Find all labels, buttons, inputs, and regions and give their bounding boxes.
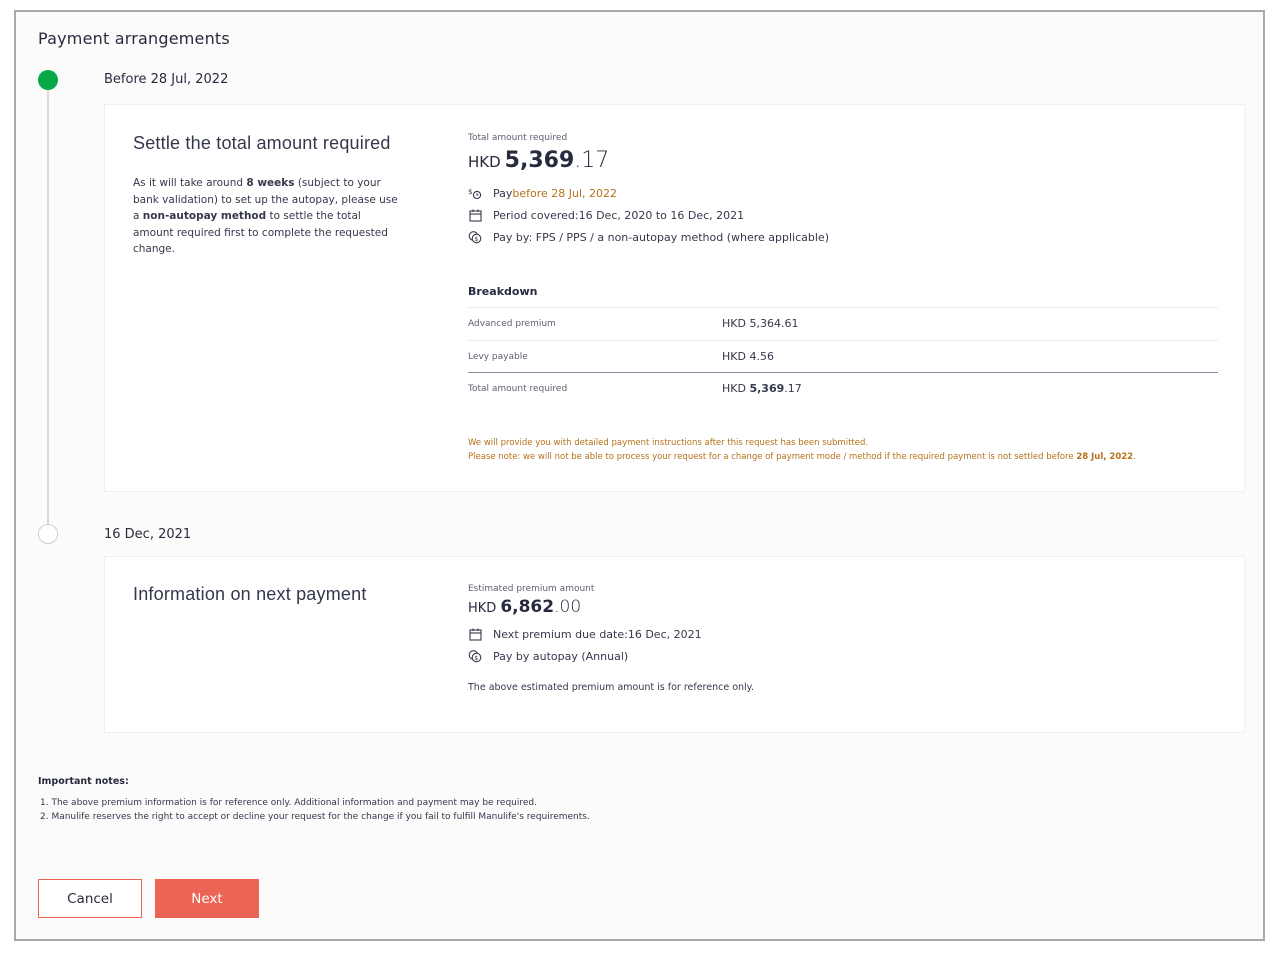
reference-note: The above estimated premium amount is for reference only. (468, 682, 754, 693)
breakdown-value: HKD 4.56 (722, 350, 774, 363)
breakdown-value: HKD 5,364.61 (722, 317, 799, 330)
breakdown-title: Breakdown (468, 285, 538, 298)
autopay-line (468, 645, 754, 667)
next-payment-card (104, 556, 1245, 733)
note-item: 1. The above premium information is for reference only. Additional information and payment may be required. (40, 798, 537, 808)
breakdown-row (468, 307, 1218, 339)
total-amount-label: Total amount required (468, 133, 568, 143)
estimated-amount-value (468, 597, 754, 617)
warning-line-1: We will provide you with detailed payment instructions after this request has been submitted. (468, 438, 869, 448)
important-notes-list (40, 796, 590, 824)
coins-icon (468, 649, 482, 663)
warning-line-2: Please note: we will not be able to process your request for a change of payment mode / method if the required payment is not settled before 28 Jul, 2022. (468, 452, 1136, 462)
breakdown-label: Advanced premium (468, 318, 556, 329)
cancel-button[interactable]: Cancel (38, 879, 142, 918)
timeline-dot-inactive (38, 524, 58, 544)
autopay-text: Pay by autopay (Annual) (493, 649, 629, 663)
breakdown-total-value: HKD 5,369.17 (722, 382, 802, 395)
calendar-icon (468, 208, 482, 222)
pay-before-date: before 28 Jul, 2022 (512, 186, 618, 200)
next-payment-heading: Information on next payment (133, 584, 367, 604)
page-title: Payment arrangements (38, 29, 230, 48)
pay-by-text: Pay by: FPS / PPS / a non-autopay method (where applicable) (493, 230, 829, 244)
settle-total-heading: Settle the total amount required (133, 133, 391, 153)
total-amount-section (468, 133, 829, 248)
payment-warning (468, 436, 1136, 464)
breakdown-section (468, 285, 802, 395)
timeline-dot-active (38, 70, 58, 90)
step2-date: 16 Dec, 2021 (104, 527, 192, 542)
amount-decimal: .17 (574, 148, 610, 173)
svg-text:$: $ (468, 188, 473, 196)
next-due-date-line (468, 623, 754, 645)
settle-total-card (104, 104, 1245, 492)
calendar-icon (468, 627, 482, 641)
coins-icon (468, 230, 482, 244)
estimated-amount-label: Estimated premium amount (468, 584, 595, 594)
svg-text:$: $ (474, 655, 479, 662)
breakdown-total-label: Total amount required (468, 383, 568, 394)
estimated-amount-section (468, 584, 754, 693)
amount-integer: 5,369 (504, 148, 575, 173)
period-covered-prefix: Period covered: (493, 208, 579, 222)
currency: HKD (468, 601, 497, 616)
clock-pay-icon (468, 186, 482, 200)
breakdown-total-row (468, 372, 1218, 404)
timeline-line (47, 90, 49, 526)
important-notes-title: Important notes: (38, 776, 129, 787)
period-covered-value: 16 Dec, 2020 to 16 Dec, 2021 (578, 208, 745, 222)
next-due-value: 16 Dec, 2021 (627, 627, 702, 641)
svg-text:$: $ (474, 236, 479, 243)
next-button[interactable]: Next (155, 879, 259, 918)
step1-date: Before 28 Jul, 2022 (104, 72, 229, 87)
pay-before-line (468, 182, 829, 204)
pay-by-line (468, 226, 829, 248)
next-due-prefix: Next premium due date: (493, 627, 628, 641)
breakdown-label: Levy payable (468, 351, 528, 362)
period-covered-line (468, 204, 829, 226)
currency: HKD (468, 153, 501, 171)
amount-integer: 6,862 (500, 597, 555, 617)
breakdown-row (468, 340, 1218, 372)
total-amount-value (468, 148, 829, 173)
pay-before-prefix: Pay (493, 186, 513, 200)
amount-decimal: .00 (554, 597, 582, 617)
note-item: 2. Manulife reserves the right to accept or decline your request for the change if you fail to fulfill Manulife's requirements. (40, 812, 590, 822)
settle-total-description: As it will take around 8 weeks (subject to your bank validation) to set up the autopay, please use a non-autopay method to settle the total amount required first to complete the requested change. (133, 177, 398, 255)
